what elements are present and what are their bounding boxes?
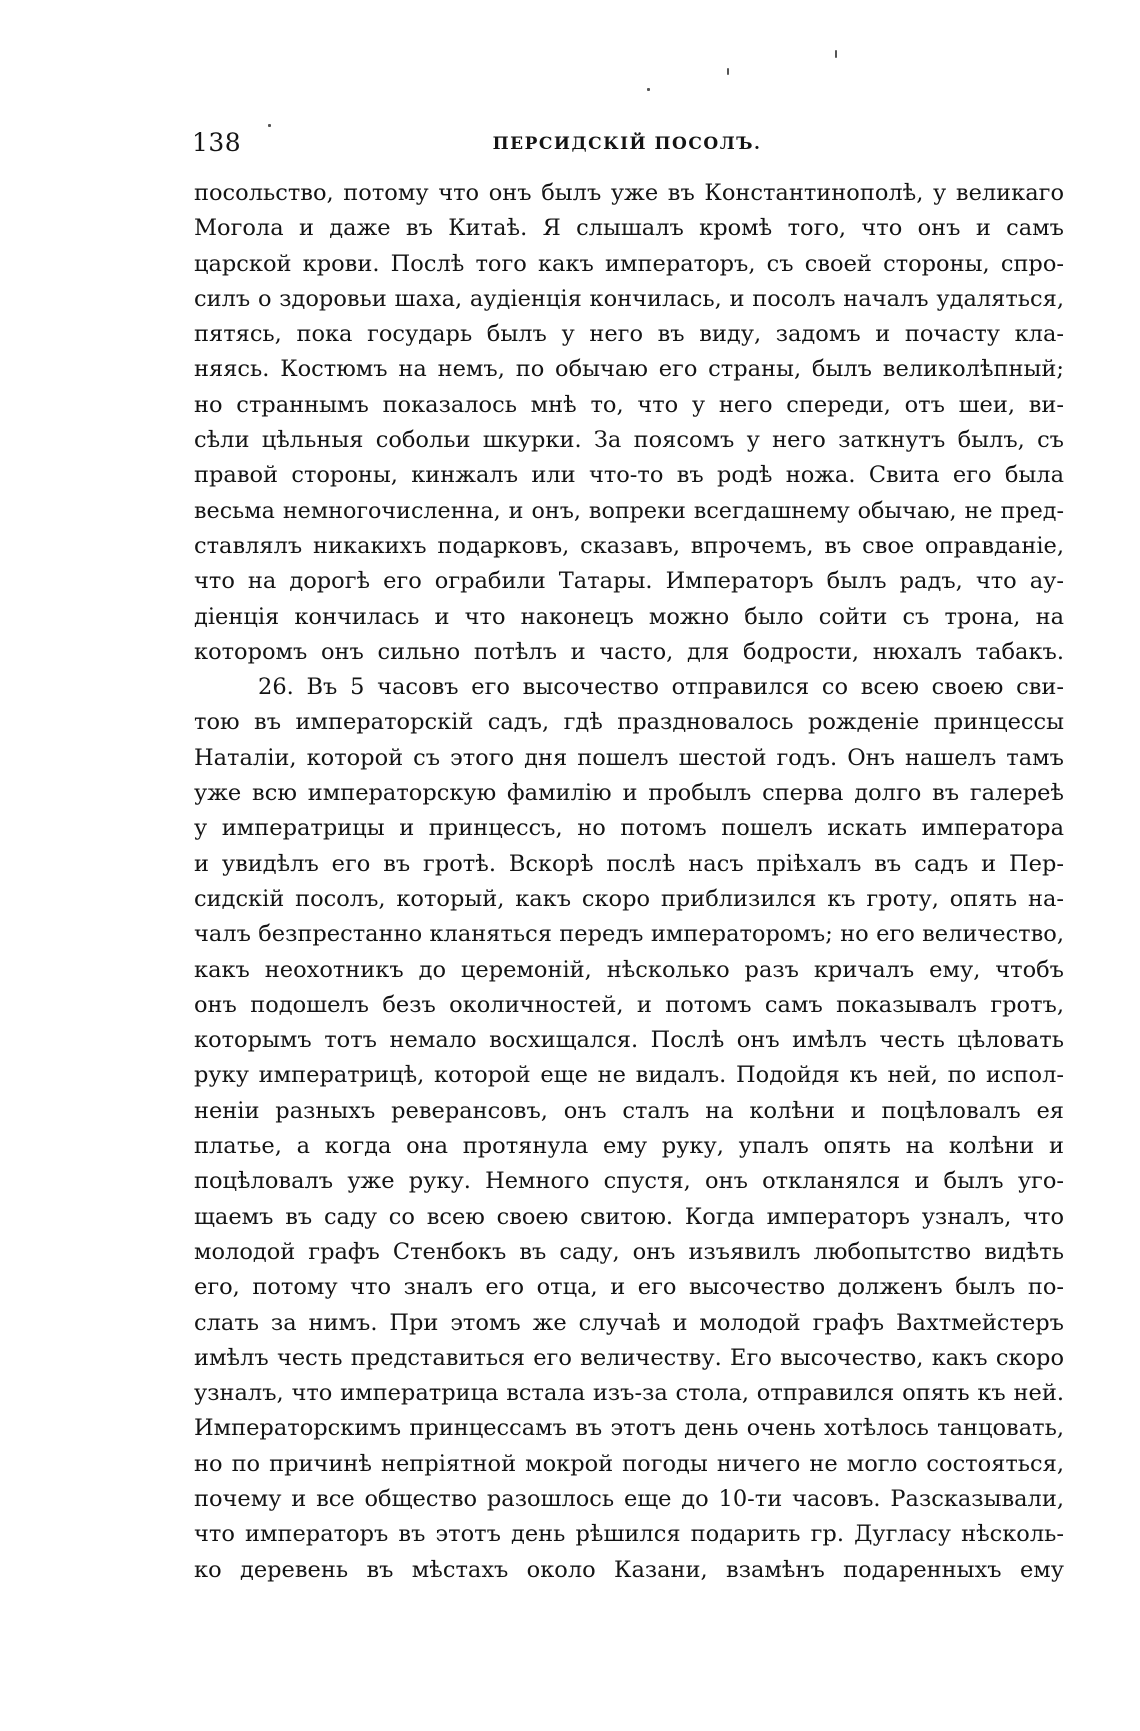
text-line: имѣлъ честь представиться его величеству. Его высочество, какъ скоро — [194, 1344, 1064, 1371]
page-header — [192, 128, 1062, 164]
text-line: какъ неохотникъ до церемоній, нѣсколько разъ кричалъ ему, чтобъ — [194, 956, 1064, 983]
text-line: но по причинѣ непріятной мокрой погоды ничего не могло состояться, — [194, 1450, 1064, 1477]
text-line: его, потому что зналъ его отца, и его высочество долженъ былъ по- — [194, 1274, 1064, 1301]
text-line: правой стороны, кинжалъ или что-то въ родѣ ножа. Свита его была — [194, 462, 1064, 489]
text-line: тою въ императорскій садъ, гдѣ праздновалось рожденіе принцессы — [194, 709, 1064, 736]
text-line: сѣли цѣльныя собольи шкурки. За поясомъ у него заткнутъ былъ, съ — [194, 427, 1064, 454]
scan-speck — [727, 68, 729, 75]
text-line: которомъ онъ сильно потѣлъ и часто, для бодрости, нюхалъ табакъ. — [194, 638, 1064, 665]
text-line: чалъ безпрестанно кланяться передъ императоромъ; но его величество, — [194, 921, 1064, 948]
page-number: 138 — [192, 128, 242, 157]
text-line: ко деревень въ мѣстахъ около Казани, взамѣнъ подаренныхъ ему — [194, 1556, 1064, 1583]
text-line: слать за нимъ. При этомъ же случаѣ и молодой графъ Вахтмейстеръ — [194, 1309, 1064, 1336]
text-line: Могола и даже въ Китаѣ. Я слышалъ кромѣ того, что онъ и самъ — [194, 215, 1064, 242]
scan-speck — [835, 50, 837, 58]
text-line: которымъ тотъ немало восхищался. Послѣ онъ имѣлъ честь цѣловать — [194, 1027, 1064, 1054]
text-line: платье, а когда она протянула ему руку, упалъ опять на колѣни и — [194, 1133, 1064, 1160]
text-line: и увидѣлъ его въ гротѣ. Вскорѣ послѣ насъ пріѣхалъ въ садъ и Пер- — [194, 850, 1064, 877]
text-line: что императоръ въ этотъ день рѣшился подарить гр. Дугласу нѣсколь- — [194, 1521, 1064, 1548]
scan-speck — [268, 124, 271, 127]
text-line: весьма немногочисленна, и онъ, вопреки всегдашнему обычаю, не пред- — [194, 497, 1064, 524]
body-text — [194, 176, 1064, 1588]
text-line: поцѣловалъ уже руку. Немного спустя, онъ откланялся и былъ уго- — [194, 1168, 1064, 1195]
text-line: ставлялъ никакихъ подарковъ, сказавъ, впрочемъ, въ свое оправданіе, — [194, 532, 1064, 559]
paragraph-start-line: 26. Въ 5 часовъ его высочество отправился со всею своею сви- — [258, 674, 1064, 701]
text-line: онъ подошелъ безъ околичностей, и потомъ самъ показывалъ гротъ, — [194, 991, 1064, 1018]
text-line: посольство, потому что онъ былъ уже въ Константинополѣ, у великаго — [194, 180, 1064, 206]
text-line: почему и все общество разошлось еще до 10-ти часовъ. Разсказывали, — [194, 1485, 1064, 1512]
text-line: руку императрицѣ, которой еще не видалъ. Подойдя къ ней, по испол- — [194, 1062, 1064, 1089]
text-line: Наталіи, которой съ этого дня пошелъ шестой годъ. Онъ нашелъ тамъ — [194, 744, 1064, 771]
text-line: силъ о здоровьи шаха, аудіенція кончилась, и посолъ началъ удаляться, — [194, 285, 1064, 312]
text-line: уже всю императорскую фамилію и пробылъ сперва долго въ галереѣ — [194, 780, 1064, 807]
text-line: пятясь, пока государь былъ у него въ виду, задомъ и почасту кла- — [194, 321, 1064, 348]
text-line: но страннымъ показалось мнѣ то, что у него спереди, отъ шеи, ви- — [194, 391, 1064, 418]
text-line: неніи разныхъ реверансовъ, онъ сталъ на колѣни и поцѣловалъ ея — [194, 1097, 1064, 1124]
text-line: щаемъ въ саду со всею своею свитою. Когда императоръ узналъ, что — [194, 1203, 1064, 1230]
text-line: сидскій посолъ, который, какъ скоро приблизился къ гроту, опять на- — [194, 885, 1064, 912]
text-line: у императрицы и принцессъ, но потомъ пошелъ искать императора — [194, 815, 1064, 842]
text-line: узналъ, что императрица встала изъ-за стола, отправился опять къ ней. — [194, 1380, 1064, 1407]
text-line: няясь. Костюмъ на немъ, по обычаю его страны, былъ великолѣпный; — [194, 356, 1064, 383]
text-line: діенція кончилась и что наконецъ можно было сойти съ трона, на — [194, 603, 1064, 630]
text-line: Императорскимъ принцессамъ въ этотъ день очень хотѣлось танцовать, — [194, 1415, 1064, 1442]
running-title: ПЕРСИДСКІЙ ПОСОЛЪ. — [492, 134, 762, 154]
text-line: что на дорогѣ его ограбили Татары. Императоръ былъ радъ, что ау- — [194, 568, 1064, 595]
text-line: молодой графъ Стенбокъ въ саду, онъ изъявилъ любопытство видѣть — [194, 1238, 1064, 1265]
text-line: царской крови. Послѣ того какъ императоръ, съ своей стороны, спро- — [194, 250, 1064, 277]
scan-speck — [647, 88, 650, 91]
